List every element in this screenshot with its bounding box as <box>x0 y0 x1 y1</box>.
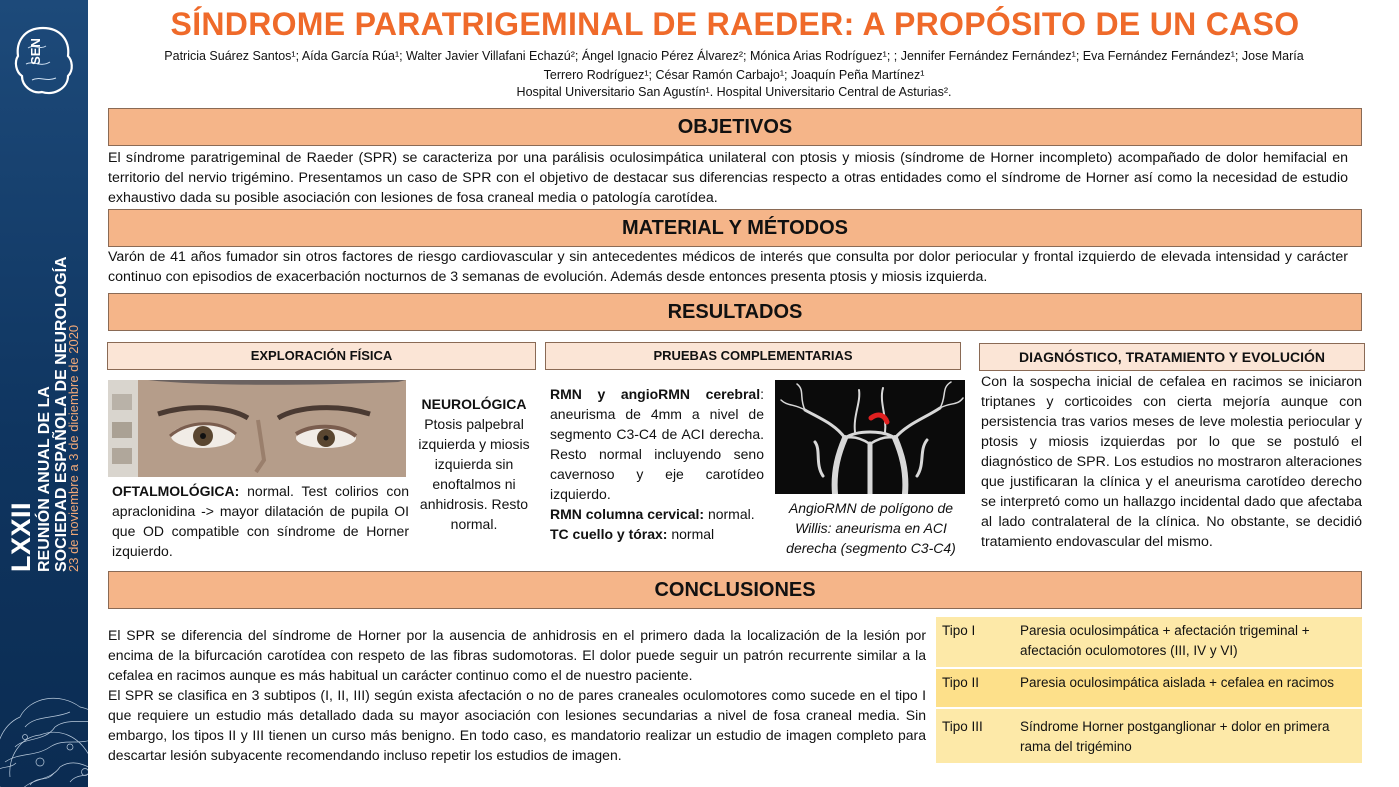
resultados-heading: RESULTADOS <box>108 293 1362 331</box>
neurologica-label: NEUROLÓGICA <box>421 396 527 412</box>
affiliations: Hospital Universitario San Agustín¹. Hospital Universitario Central de Asturias². <box>516 85 952 99</box>
subtype-name: Tipo III <box>936 708 1014 764</box>
pruebas-heading: PRUEBAS COMPLEMENTARIAS <box>545 342 961 370</box>
tc-text: normal <box>667 526 715 542</box>
authors-line-1: Patricia Suárez Santos¹; Aída García Rúa¹; Walter Javier Villafani Echazú²; Ángel Ignacio Pérez Álvarez²; Mónica Arias Rodríguez¹; ; Jennifer Fernández Fernández¹; Eva Fernández Fernández¹; Jose María <box>164 49 1304 63</box>
subtype-description: Paresia oculosimpática aislada + cefalea en racimos <box>1014 668 1362 708</box>
table-row <box>936 668 1362 708</box>
diagnostico-text: Con la sospecha inicial de cefalea en racimos se iniciaron triptanes y corticoides con cierta mejoría aunque con persistencia tras varios meses de leve molestia periocular y ptosis y miosis izquierdas por lo que se postuló el diagnóstico de SPR. Los estudios no mostraron alteraciones que justificaran la clínica y el aneurisma carotídeo derecho se interpretó como un hallazgo incidental dado que afectaba al lado contralateral de la clínica. No obstante, se decidió tratamiento endovascular del mismo. <box>981 374 1362 550</box>
edition-number: LXXII <box>6 501 36 572</box>
tc-finding <box>550 524 764 544</box>
conclusiones-para-1: El SPR se diferencia del síndrome de Horner por la ausencia de anhidrosis en el primero dada la localización de la lesión por encima de la bifurcación carotídea con respeto de las fibras sudomotoras. El dolor puede seguir un patrón recurrente similar a la cefalea en racimos aunque es más habitual un carácter continuo como el de nuestro paciente. <box>108 627 926 683</box>
neurologica-finding <box>415 394 533 534</box>
rmn-finding <box>550 384 764 504</box>
cervical-text: normal. <box>704 506 755 522</box>
authors-line-2: Terrero Rodríguez¹; César Ramón Carbajo¹; Joaquín Peña Martínez¹ <box>543 68 925 82</box>
spr-subtypes-table <box>936 617 1362 765</box>
subtype-description: Síndrome Horner postganglionar + dolor en primera rama del trigémino <box>1014 708 1362 764</box>
oftalmologica-text: normal. Test colirios con apraclonidina -> mayor dilatación de pupila OI que OD compatible con síndrome de Horner izquierdo. <box>112 483 409 559</box>
pruebas-text <box>550 384 764 544</box>
diagnostico-heading: DIAGNÓSTICO, TRATAMIENTO Y EVOLUCIÓN <box>979 343 1365 371</box>
cervical-finding <box>550 504 764 524</box>
subtype-description: Paresia oculosimpática + afectación trigeminal + afectación oculomotores (III, IV y VI) <box>1014 617 1362 668</box>
sen-logo-text: SEN <box>27 38 43 65</box>
poster-title: SÍNDROME PARATRIGEMINAL DE RAEDER: A PROPÓSITO DE UN CASO <box>170 6 1300 42</box>
metodos-text: Varón de 41 años fumador sin otros factores de riesgo cardiovascular y sin antecedentes médicos de interés que consulta por dolor periocular y frontal izquierdo de elevada intensidad y carácter continuo con episodios de exacerbación nocturnos de 3 semanas de evolución. Además desde entonces presenta ptosis y miosis izquierda. <box>108 249 1348 285</box>
rmn-label: RMN y angioRMN cerebral <box>550 386 761 402</box>
meeting-line-2: SOCIEDAD ESPAÑOLA DE NEUROLOGÍA <box>53 256 70 572</box>
conference-sidebar <box>0 0 88 787</box>
conclusiones-text <box>108 625 926 765</box>
subtype-name: Tipo I <box>936 617 1014 668</box>
patient-eyes-photo <box>108 380 406 477</box>
angiomri-image <box>775 380 965 494</box>
subtype-name: Tipo II <box>936 668 1014 708</box>
sen-logo <box>10 22 76 102</box>
cervical-label: RMN columna cervical: <box>550 506 705 522</box>
meeting-dates: 23 de noviembre a 3 de diciembre de 2020 <box>66 324 81 572</box>
exploracion-heading: EXPLORACIÓN FÍSICA <box>107 342 536 370</box>
angiomri-caption: AngioRMN de polígono de Willis: aneurisma en ACI derecha (segmento C3-C4) <box>786 500 956 556</box>
objetivos-text: El síndrome paratrigeminal de Raeder (SPR) se caracteriza por una parálisis oculosimpática unilateral con ptosis y miosis (síndrome de Horner incompleto) acompañado de dolor hemifacial en territorio del nervio trigémino. Presentamos un caso de SPR con el objetivo de destacar sus diferencias respecto a otras entidades como el síndrome de Horner así como la necesidad de estudio exhaustivo dada su posible asociación con lesiones de fosa craneal media o patología carotídea. <box>108 150 1348 206</box>
metodos-heading: MATERIAL Y MÉTODOS <box>108 209 1362 247</box>
oftalmologica-label: OFTALMOLÓGICA: <box>112 483 240 499</box>
objetivos-heading: OBJETIVOS <box>108 108 1362 146</box>
conclusiones-para-2: El SPR se clasifica en 3 subtipos (I, II, III) según exista afectación o no de pares craneales oculomotores como sucede en el tipo I que requiere un estudio más detallado dada su mayor asociación con lesiones secundarias a nivel de fosa craneal media. Sin embargo, los tipos II y III tienen un curso más benigno. En todo caso, es mandatorio realizar un estudio de imagen completo para descartar lesión subyacente recomendando incluso repetir los estudios de imagen. <box>108 687 926 763</box>
authors <box>103 47 1365 85</box>
neurologica-text: Ptosis palpebral izquierda y miosis izquierda sin enoftalmos ni anhidrosis. Resto normal. <box>418 416 530 532</box>
brain-illustration <box>0 587 88 787</box>
table-row <box>936 617 1362 668</box>
conclusiones-heading: CONCLUSIONES <box>108 571 1362 609</box>
meeting-line-1: REUNIÓN ANUAL DE LA SOCIEDAD ESPAÑOLA DE NEUROLOGÍA <box>36 256 70 572</box>
tc-label: TC cuello y tórax: <box>550 526 668 542</box>
table-row <box>936 708 1362 764</box>
rmn-text: : aneurisma de 4mm a nivel de segmento C3-C4 de ACI derecha. Resto normal incluyendo seno cavernoso y eje carotídeo izquierdo. <box>550 386 764 502</box>
oftalmologica-finding <box>112 481 409 561</box>
